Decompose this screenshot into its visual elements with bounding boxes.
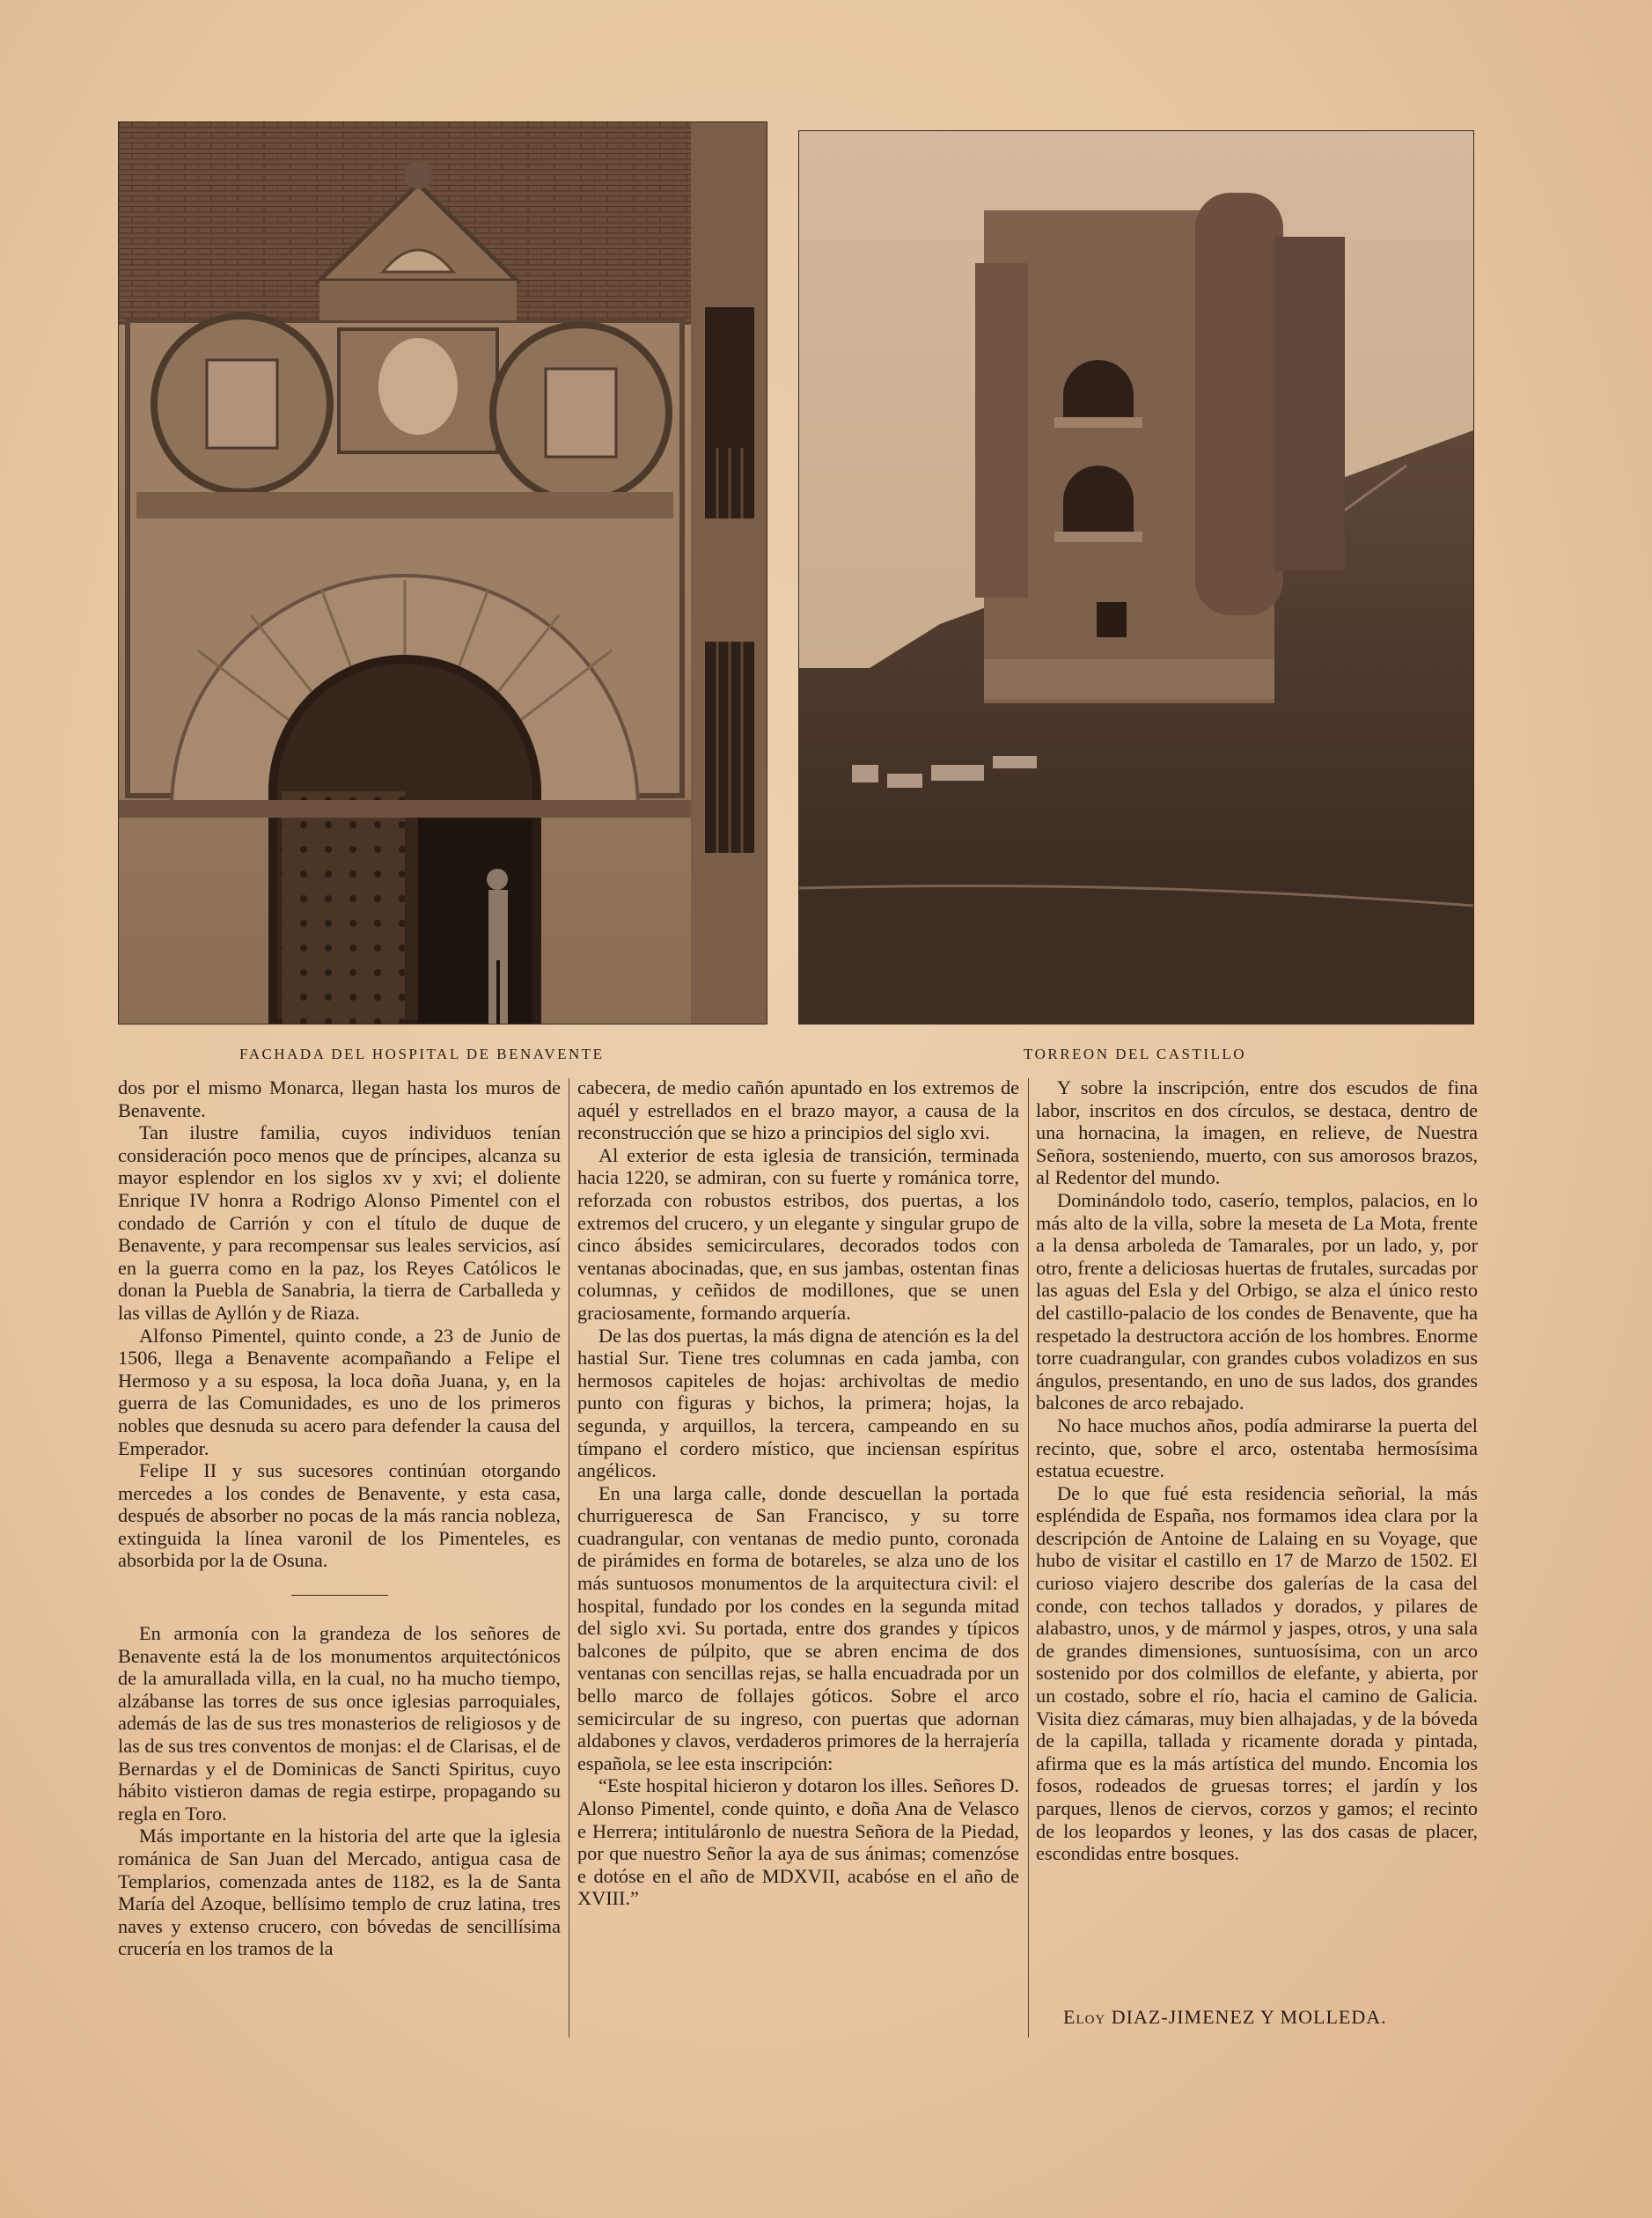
paragraph: cabecera, de medio cañón apuntado en los extremos de aquél y estrellados en el brazo mayor, a causa de la reconstrucción que se hizo a principios del siglo xvi. [577,1076,1019,1144]
paragraph: No hace muchos años, podía admirarse la puerta del recinto, que, sobre el arco, ostentaba hermosísima estatua ecuestre. [1036,1414,1478,1482]
text-column-2 [577,1076,1019,1910]
hospital-facade-image [119,122,767,1024]
photo-caption-right: TORREON DEL CASTILLO [1024,1046,1247,1062]
text-column-3 [1036,1076,1478,1865]
hospital-facade-photo [118,121,767,1025]
section-divider [291,1595,388,1596]
castle-tower-image [799,131,1473,1024]
text-column-1 [118,1076,561,1960]
paragraph: En una larga calle, donde descuellan la portada churrigueresca de San Francisco, y su torre cuadrangular, con ventanas de medio punto, coronada de pirámides en forma de botareles, se alza uno de los más suntuosos monumentos de la arquitectura civil: el hospital, fundado por los condes en la segunda mitad del siglo xvi. Su portada, entre dos grandes y típicos balcones de púlpito, que se abren encima de dos ventanas con sencillas rejas, se halla encuadrada por un bello marco de follajes góticos. Sobre el arco semicircular de su ingreso, con puertas que adornan aldabones y clavos, verdaderos primores de la herrajería española, se lee esta inscripción: [577,1481,1019,1774]
paragraph: Felipe II y sus sucesores continúan otorgando mercedes a los condes de Benavente, y esta casa, después de absorber no pocas de la más rancia nobleza, extinguida la línea varonil de los Pimenteles, es absorbida por la de Osuna. [118,1459,561,1572]
paragraph: Y sobre la inscripción, entre dos escudos de fina labor, inscritos en dos círculos, se destaca, dentro de una hornacina, la imagen, en relieve, de Nuestra Señora, sosteniendo, muerto, con sus amorosos brazos, al Redentor del mundo. [1036,1076,1478,1189]
paragraph: En armonía con la grandeza de los señores de Benavente está la de los monumentos arquitectónicos de la amurallada villa, en la cual, no ha mucho tiempo, alzábanse las torres de sus once iglesias parroquiales, además de las de sus tres monasterios de religiosos y de las de sus tres conventos de monjas: el de Clarisas, el de Bernardas y el de Dominicas de Sancti Spiritus, cuyo hábito vistieron damas de regia estirpe, propagando su regla en Toro. [118,1622,561,1825]
column-divider [1028,1078,1029,2038]
paragraph: De lo que fué esta residencia señorial, la más espléndida de España, nos formamos idea clara por la descripción de Antoine de Lalaing en su Voyage, que hubo de visitar el castillo en 17 de Marzo de 1502. El curioso viajero describe dos galerías de la casa del conde, con techos tallados y dorados, y pilares de alabastro, unos, y de mármol y jaspes, otros, y una sala de grandes dimensiones, suntuosísima, con un arco sostenido por dos colmillos de elefante, y abierta, por un costado, sobre el río, hacia el camino de Galicia. Visita diez cámaras, muy bien alhajadas, y de la bóveda de la capilla, tallada y ricamente dorada y pintada, afirma que es la más artística del mundo. Encomia los fosos, rodeados de gruesas torres; el jardín y los parques, llenos de ciervos, corzos y gamos; el recinto de los leopardos y leones, y las dos casas de placer, escondidas entre bosques. [1036,1481,1478,1865]
inscription-paragraph: “Este hospital hicieron y dotaron los illes. Señores D. Alonso Pimentel, conde quinto, e doña Ana de Velasco e Herrera; intituláronlo de nuestra Señora de la Piedad, por que nuestro Señor la aya de sus ánimas; comenzóse e dotóse en el año de MDXVII, acabóse en el año de XVIII.” [577,1774,1019,1910]
paragraph: Al exterior de esta iglesia de transición, terminada hacia 1220, se admiran, con su fuerte y románica torre, reforzada con robustos estribos, dos puertas, a los extremos del crucero, y un elegante y singular grupo de cinco ábsides semicirculares, decorados todos con ventanas abocinadas, que, en sus jambas, ostentan finas columnas, y ceñidos de modillones, que se unen graciosamente, formando arquería. [577,1143,1019,1324]
paragraph: Dominándolo todo, caserío, templos, palacios, en lo más alto de la villa, sobre la meseta de La Mota, frente a la densa arboleda de Tamarales, por un lado, y, por otro, frente a deliciosas huertas de frutales, surcadas por las aguas del Esla y del Orbigo, se alza el único resto del castillo-palacio de los condes de Benavente, que ha respetado la destructora acción de los hombres. Enorme torre cuadrangular, con grandes cubos voladizos en sus ángulos, presentando, en uno de sus lados, dos grandes balcones de arco rebajado. [1036,1188,1478,1414]
paragraph: De las dos puertas, la más digna de atención es la del hastial Sur. Tiene tres columnas en cada jamba, con hermosos capiteles de hojas: archivoltas de medio punto con figuras y bichos, la primera; hojas, la segunda, y arquillos, la tercera, campeando en su tímpano el cordero místico, que inciensan espíritus angélicos. [577,1324,1019,1482]
castle-tower-photo [798,130,1474,1025]
paragraph: Alfonso Pimentel, quinto conde, a 23 de Junio de 1506, llega a Benavente acompañando a Felipe el Hermoso y a su esposa, la loca doña Juana, y, en la guerra de las Comunidades, es uno de los primeros nobles que desnuda su acero para defender la causa del Emperador. [118,1324,561,1459]
author-signature [1063,2006,1387,2029]
author-surname: DIAZ-JIMENEZ Y MOLLEDA. [1111,2006,1387,2028]
author-first-name: Eloy [1063,2006,1106,2028]
paragraph: Más importante en la historia del arte que la iglesia románica de San Juan del Mercado, antigua casa de Templarios, comenzada antes de 1182, es la de Santa María del Azoque, bellísimo templo de cruz latina, tres naves y extenso crucero, con bóvedas de sencillísima crucería en los tramos de la [118,1825,561,1960]
paragraph: dos por el mismo Monarca, llegan hasta los muros de Benavente. [118,1076,561,1121]
photo-caption-left: FACHADA DEL HOSPITAL DE BENAVENTE [239,1046,605,1062]
paragraph: Tan ilustre familia, cuyos individuos tenían consideración poco menos que de príncipes, alcanza su mayor esplendor en los siglos xv y xvi; el doliente Enrique IV honra a Rodrigo Alonso Pimentel con el condado de Carrión y con el título de duque de Benavente, y para recompensar sus leales servicios, así en la guerra como en la paz, los Reyes Católicos le donan la Puebla de Sanabria, la tierra de Carballeda y las villas de Ayllón y de Riaza. [118,1121,561,1324]
